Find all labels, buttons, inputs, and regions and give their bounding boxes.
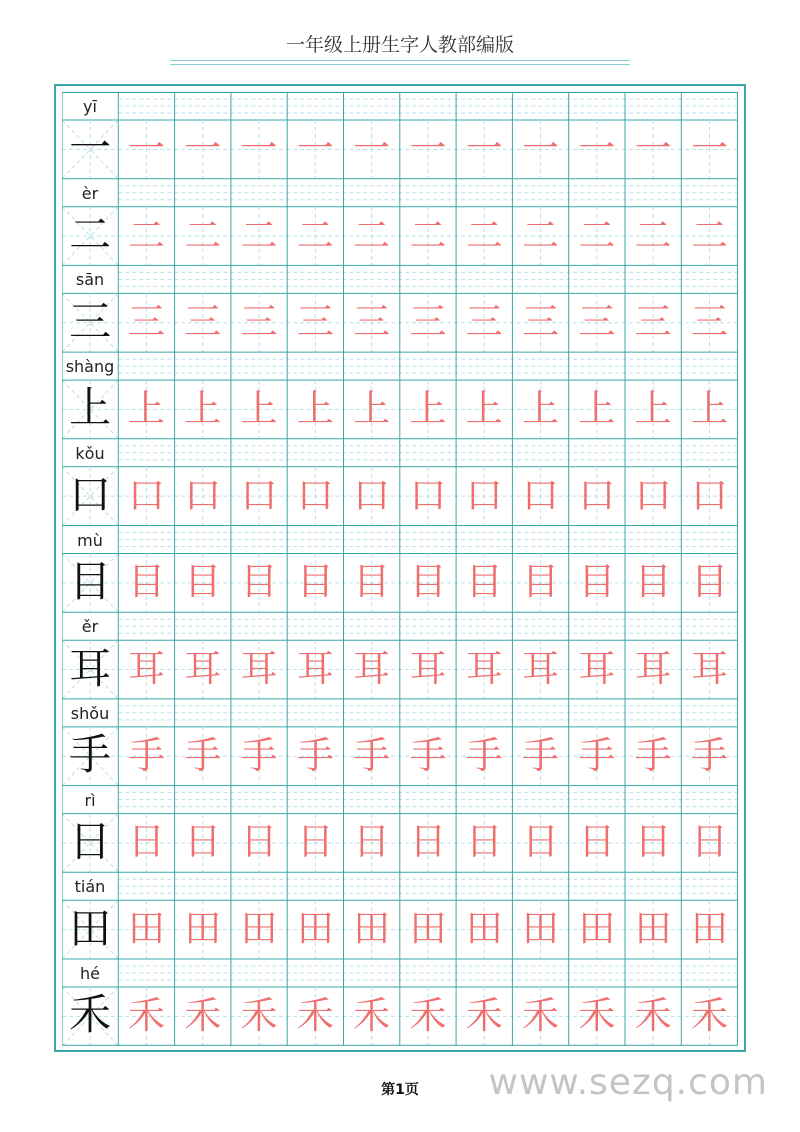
trace-character: 一 — [184, 126, 222, 170]
pinyin-label: tián — [74, 877, 106, 897]
trace-character: 三 — [184, 300, 222, 344]
trace-character: 田 — [690, 907, 728, 951]
pinyin-label: ěr — [81, 617, 99, 637]
trace-character: 三 — [127, 300, 165, 344]
trace-character: 日 — [184, 820, 222, 864]
trace-character: 上 — [296, 386, 334, 430]
model-character: 三 — [69, 296, 112, 346]
trace-character: 上 — [409, 386, 447, 430]
pinyin-label: sān — [75, 270, 105, 290]
trace-character: 田 — [634, 907, 672, 951]
model-character: 一 — [69, 123, 112, 173]
pinyin-label: yī — [83, 97, 97, 116]
trace-character: 禾 — [690, 993, 728, 1037]
trace-character: 日 — [296, 820, 334, 864]
trace-character: 三 — [353, 300, 391, 344]
trace-character: 二 — [409, 213, 447, 257]
trace-character: 二 — [634, 213, 672, 257]
trace-character: 耳 — [409, 647, 447, 691]
trace-character: 二 — [296, 213, 334, 257]
trace-character: 手 — [690, 733, 728, 777]
page-title: 一年级上册生字人教部编版 — [285, 34, 514, 56]
site-watermark: www.sezq.com — [488, 1062, 768, 1103]
trace-character: 日 — [353, 820, 391, 864]
trace-character: 日 — [465, 820, 503, 864]
trace-character: 田 — [240, 907, 278, 951]
trace-character: 目 — [690, 560, 728, 604]
trace-character: 耳 — [296, 647, 334, 691]
trace-character: 日 — [409, 820, 447, 864]
trace-character: 耳 — [690, 647, 728, 691]
trace-character: 口 — [240, 473, 278, 517]
trace-character: 三 — [409, 300, 447, 344]
trace-character: 手 — [522, 733, 560, 777]
trace-character: 口 — [353, 473, 391, 517]
trace-character: 目 — [522, 560, 560, 604]
trace-character: 三 — [690, 300, 728, 344]
trace-character: 耳 — [522, 647, 560, 691]
trace-character: 目 — [409, 560, 447, 604]
trace-character: 日 — [522, 820, 560, 864]
trace-character: 一 — [353, 126, 391, 170]
trace-character: 上 — [240, 386, 278, 430]
trace-character: 耳 — [184, 647, 222, 691]
trace-character: 日 — [690, 820, 728, 864]
trace-character: 田 — [465, 907, 503, 951]
trace-character: 二 — [127, 213, 165, 257]
model-character: 田 — [69, 903, 112, 953]
trace-character: 一 — [465, 126, 503, 170]
trace-character: 上 — [578, 386, 616, 430]
trace-character: 禾 — [127, 993, 165, 1037]
model-character: 口 — [69, 470, 112, 520]
trace-character: 二 — [353, 213, 391, 257]
trace-character: 禾 — [578, 993, 616, 1037]
model-character: 耳 — [69, 643, 112, 693]
trace-character: 禾 — [409, 993, 447, 1037]
trace-character: 上 — [184, 386, 222, 430]
trace-character: 一 — [522, 126, 560, 170]
trace-character: 禾 — [522, 993, 560, 1037]
trace-character: 日 — [127, 820, 165, 864]
trace-character: 上 — [127, 386, 165, 430]
trace-character: 日 — [578, 820, 616, 864]
model-character: 手 — [69, 730, 112, 780]
trace-character: 上 — [522, 386, 560, 430]
trace-character: 口 — [296, 473, 334, 517]
trace-character: 二 — [522, 213, 560, 257]
model-character: 上 — [69, 383, 112, 433]
trace-character: 上 — [634, 386, 672, 430]
trace-character: 耳 — [353, 647, 391, 691]
pinyin-label: kǒu — [75, 443, 105, 463]
trace-character: 上 — [690, 386, 728, 430]
trace-character: 耳 — [127, 647, 165, 691]
trace-character: 上 — [353, 386, 391, 430]
pinyin-label: mù — [77, 530, 103, 550]
title-underline — [170, 60, 630, 61]
trace-character: 口 — [634, 473, 672, 517]
model-character: 二 — [69, 210, 112, 260]
trace-character: 二 — [578, 213, 616, 257]
pinyin-label: shǒu — [70, 703, 110, 723]
trace-character: 口 — [522, 473, 560, 517]
trace-character: 一 — [690, 126, 728, 170]
trace-character: 禾 — [353, 993, 391, 1037]
trace-character: 目 — [240, 560, 278, 604]
trace-character: 口 — [184, 473, 222, 517]
trace-character: 目 — [465, 560, 503, 604]
trace-character: 手 — [634, 733, 672, 777]
trace-character: 日 — [634, 820, 672, 864]
trace-character: 一 — [409, 126, 447, 170]
trace-character: 禾 — [184, 993, 222, 1037]
trace-character: 田 — [578, 907, 616, 951]
trace-character: 禾 — [240, 993, 278, 1037]
pinyin-label: hé — [80, 964, 100, 983]
trace-character: 二 — [690, 213, 728, 257]
trace-character: 禾 — [465, 993, 503, 1037]
trace-character: 口 — [409, 473, 447, 517]
trace-character: 田 — [353, 907, 391, 951]
trace-character: 田 — [296, 907, 334, 951]
trace-character: 三 — [296, 300, 334, 344]
trace-character: 目 — [578, 560, 616, 604]
trace-character: 手 — [296, 733, 334, 777]
trace-character: 田 — [184, 907, 222, 951]
trace-character: 口 — [690, 473, 728, 517]
trace-character: 手 — [184, 733, 222, 777]
trace-character: 目 — [353, 560, 391, 604]
trace-character: 三 — [522, 300, 560, 344]
trace-character: 手 — [240, 733, 278, 777]
trace-character: 耳 — [634, 647, 672, 691]
trace-character: 一 — [240, 126, 278, 170]
trace-character: 田 — [522, 907, 560, 951]
trace-character: 手 — [353, 733, 391, 777]
trace-character: 目 — [634, 560, 672, 604]
pinyin-label: rì — [84, 790, 96, 810]
trace-character: 口 — [127, 473, 165, 517]
trace-character: 禾 — [634, 993, 672, 1037]
trace-character: 日 — [240, 820, 278, 864]
model-character: 日 — [69, 816, 112, 866]
trace-character: 耳 — [465, 647, 503, 691]
trace-character: 目 — [296, 560, 334, 604]
trace-character: 耳 — [240, 647, 278, 691]
trace-character: 耳 — [578, 647, 616, 691]
model-character: 禾 — [69, 990, 112, 1040]
trace-character: 三 — [578, 300, 616, 344]
trace-character: 三 — [240, 300, 278, 344]
trace-character: 口 — [578, 473, 616, 517]
trace-character: 二 — [184, 213, 222, 257]
page-number: 第1页 — [381, 1082, 419, 1098]
trace-character: 上 — [465, 386, 503, 430]
trace-character: 目 — [184, 560, 222, 604]
trace-character: 手 — [465, 733, 503, 777]
trace-character: 一 — [127, 126, 165, 170]
trace-character: 田 — [127, 907, 165, 951]
trace-character: 一 — [296, 126, 334, 170]
trace-character: 手 — [409, 733, 447, 777]
trace-character: 一 — [634, 126, 672, 170]
pinyin-label: èr — [81, 183, 99, 203]
trace-character: 三 — [465, 300, 503, 344]
trace-character: 口 — [465, 473, 503, 517]
pinyin-label: shàng — [65, 357, 115, 377]
trace-character: 手 — [578, 733, 616, 777]
title-underline-2 — [170, 64, 630, 65]
trace-character: 一 — [578, 126, 616, 170]
trace-character: 手 — [127, 733, 165, 777]
trace-character: 田 — [409, 907, 447, 951]
trace-character: 禾 — [296, 993, 334, 1037]
trace-character: 二 — [240, 213, 278, 257]
trace-character: 三 — [634, 300, 672, 344]
trace-character: 目 — [127, 560, 165, 604]
trace-character: 二 — [465, 213, 503, 257]
model-character: 目 — [69, 556, 112, 606]
